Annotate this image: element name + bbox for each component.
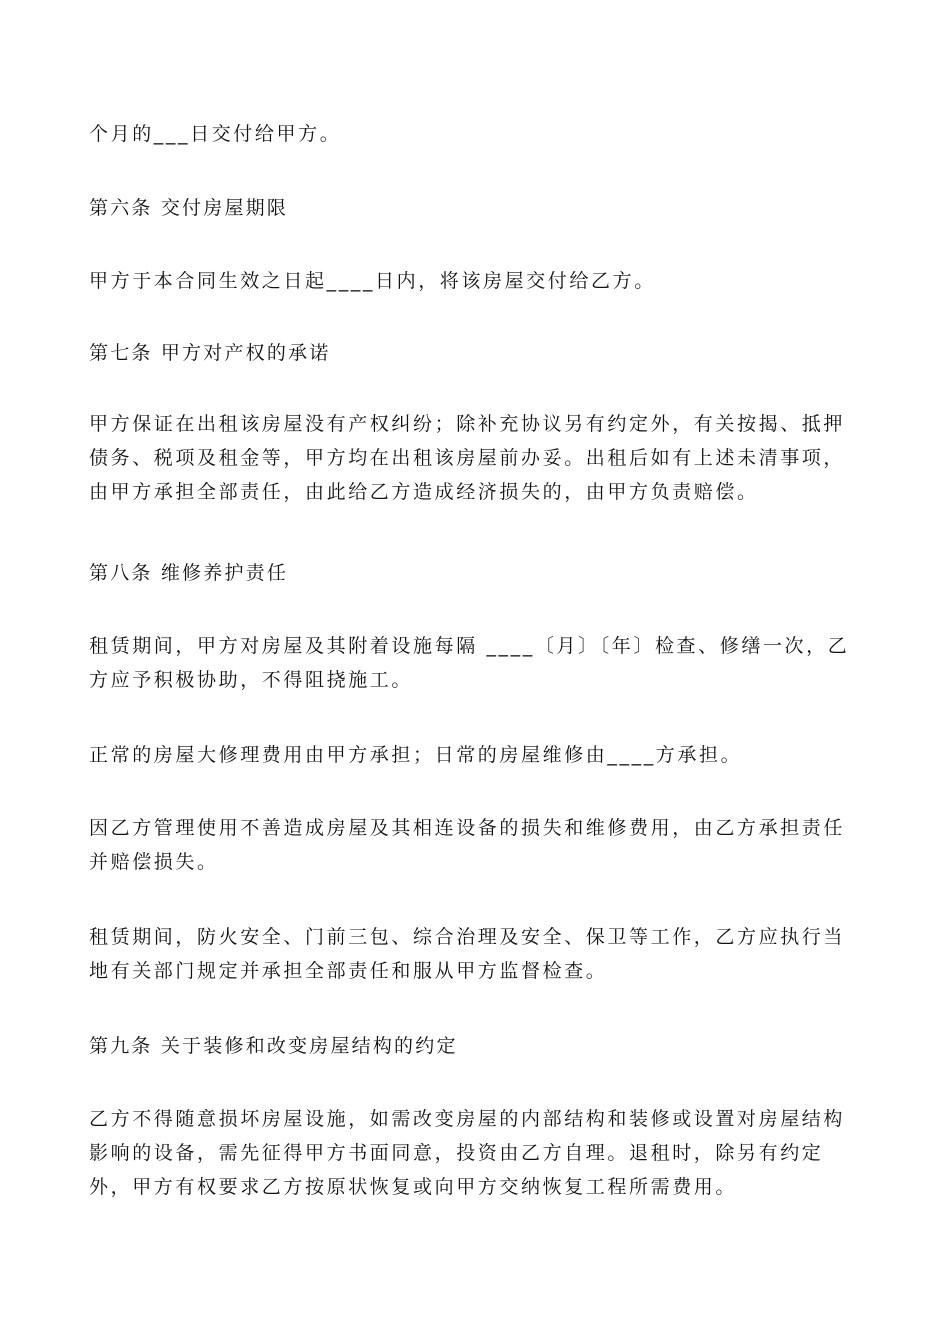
article-9-heading: 第九条 关于装修和改变房屋结构的约定: [89, 1035, 458, 1057]
paragraph-repair-costs: 正常的房屋大修理费用由甲方承担；日常的房屋维修由____方承担。: [89, 744, 743, 766]
paragraph-house-delivery: 甲方于本合同生效之日起____日内，将该房屋交付给乙方。: [89, 270, 656, 292]
paragraph-renovation: 乙方不得随意损坏房屋设施，如需改变房屋的内部结构和装修或设置对房屋结构影响的设备，需先征得甲方书面同意，投资由乙方自理。退租时，除另有约定外，甲方有权要求乙方按原状恢复或向甲方交纳恢复工程所需费用。: [89, 1108, 846, 1198]
paragraph-property-guarantee: 甲方保证在出租该房屋没有产权纠纷；除补充协议另有约定外，有关按揭、抵押债务、税项及租金等，甲方均在出租该房屋前办妥。出租后如有上述未清事项，由甲方承担全部责任，由此给乙方造成经济损失的，由甲方负责赔偿。: [89, 413, 846, 503]
paragraph-inspection: 租赁期间，甲方对房屋及其附着设施每隔 ____〔月〕〔年〕检查、修缮一次，乙方应予积极协助，不得阻挠施工。: [89, 635, 850, 691]
paragraph-damage-liability: 因乙方管理使用不善造成房屋及其相连设备的损失和维修费用，由乙方承担责任并赔偿损失。: [89, 817, 846, 873]
paragraph-safety-duties: 租赁期间，防火安全、门前三包、综合治理及安全、保卫等工作，乙方应执行当地有关部门规定并承担全部责任和服从甲方监督检查。: [89, 926, 846, 982]
article-7-heading: 第七条 甲方对产权的承诺: [89, 342, 331, 364]
article-6-heading: 第六条 交付房屋期限: [89, 197, 289, 219]
paragraph-delivery-date: 个月的___日交付给甲方。: [89, 123, 342, 145]
article-8-heading: 第八条 维修养护责任: [89, 562, 289, 584]
